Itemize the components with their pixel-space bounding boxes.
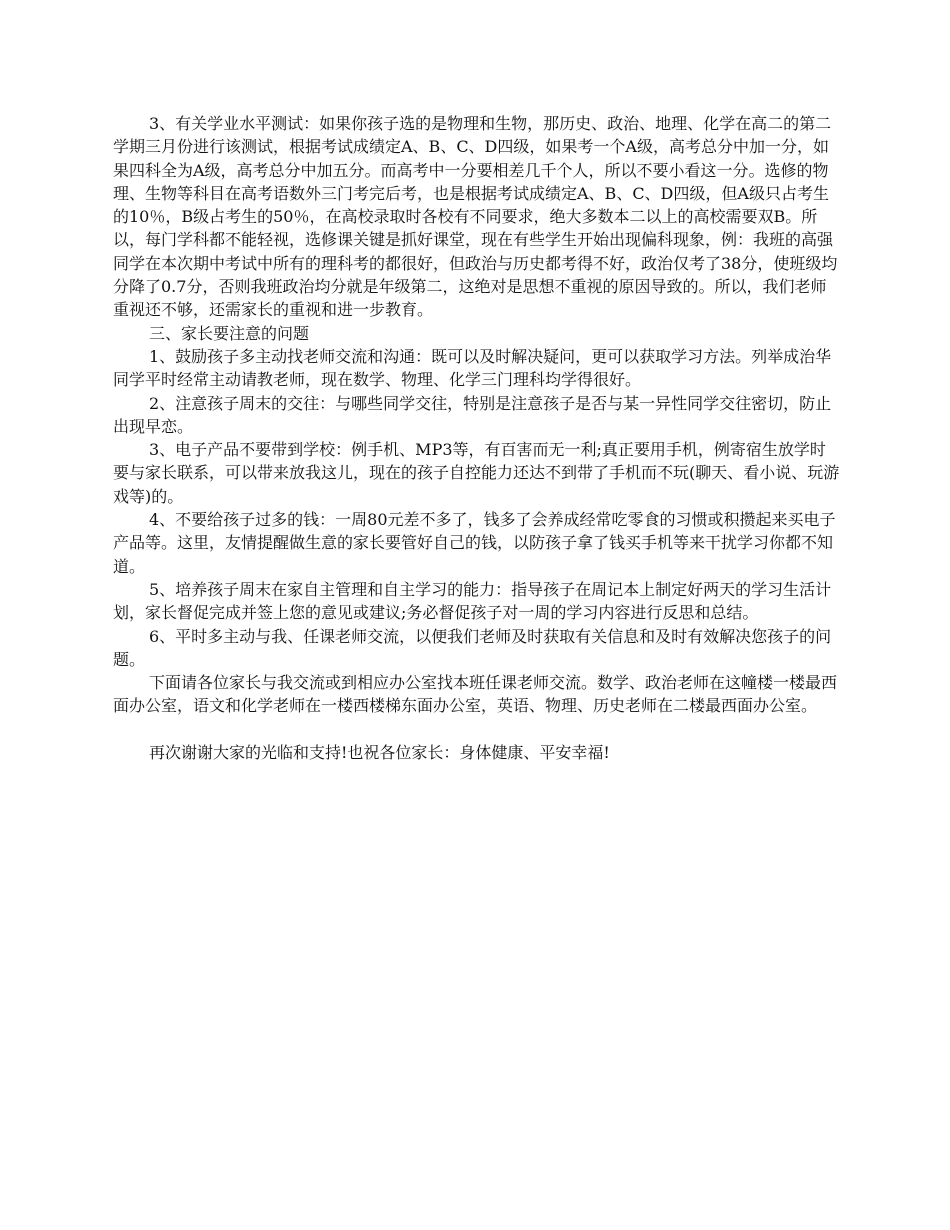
blank-line bbox=[113, 718, 841, 741]
paragraph-closing: 再次谢谢大家的光临和支持!也祝各位家长：身体健康、平安幸福! bbox=[149, 742, 610, 762]
paragraph-item-3: 3、电子产品不要带到学校：例手机、MP3等，有百害而无一利;真正要用手机，例寄宿生放学时要与家长联系，可以带来放我这儿，现在的孩子自控能力还达不到带了手机而不玩(聊天、看小说、玩游戏等)的。 bbox=[113, 440, 840, 506]
paragraph-item-4: 4、不要给孩子过多的钱：一周80元差不多了，钱多了会养成经常吃零食的习惯或积攒起来买电子产品等。这里，友情提醒做生意的家长要管好自己的钱，以防孩子拿了钱买手机等来干扰学习你都不知道。 bbox=[113, 510, 836, 576]
paragraph-item-2: 2、注意孩子周末的交往：与哪些同学交往，特别是注意孩子是否与某一异性同学交往密切，防止出现早恋。 bbox=[113, 393, 832, 436]
document-page bbox=[113, 112, 841, 764]
paragraph-item-5: 5、培养孩子周末在家自主管理和自主学习的能力：指导孩子在周记本上制定好两天的学习生活计划，家长督促完成并签上您的意见或建议;务必督促孩子对一周的学习内容进行反思和总结。 bbox=[113, 579, 832, 623]
section-heading-parent-notes: 三、家长要注意的问题 bbox=[149, 323, 310, 343]
paragraph-office-info: 下面请各位家长与我交流或到相应办公室找本班任课老师交流。数学、政治老师在这幢楼一楼最西面办公室，语文和化学老师在一楼西楼梯东面办公室，英语、物理、历史老师在二楼最西面办公室。 bbox=[113, 673, 838, 716]
paragraph-academic-test: 3、有关学业水平测试：如果你孩子选的是物理和生物，那历史、政治、地理、化学在高二的第二学期三月份进行该测试，根据考试成绩定A、B、C、D四级，如果考一个A级，高考总分中加一分，如果四科全为A级，高考总分中加五分。而高考中一分要相差几千个人，所以不要小看这一分。选修的物理、生物等科目在高考语数外三门考完后考，也是根据考试成绩定A、B、C、D四级，但A级只占考生的10％，B级占考生的50％，在高校录取时各校有不同要求，绝大多数本二以上的高校需要双B。所以，每门学科都不能轻视，选修课关键是抓好课堂，现在有些学生开始出现偏科现象，例：我班的高强同学在本次期中考试中所有的理科考的都很好，但政治与历史都考得不好，政治仅考了38分，使班级均分降了0.7分，否则我班政治均分就是年级第二，这绝对是思想不重视的原因导致的。所以，我们老师重视还不够，还需家长的重视和进一步教育。 bbox=[113, 114, 838, 320]
paragraph-item-1: 1、鼓励孩子多主动找老师交流和沟通：既可以及时解决疑问，更可以获取学习方法。列举成治华同学平时经常主动请教老师，现在数学、物理、化学三门理科均学得很好。 bbox=[113, 346, 832, 390]
paragraph-item-6: 6、平时多主动与我、任课老师交流，以便我们老师及时获取有关信息和及时有效解决您孩子的问题。 bbox=[113, 626, 832, 669]
